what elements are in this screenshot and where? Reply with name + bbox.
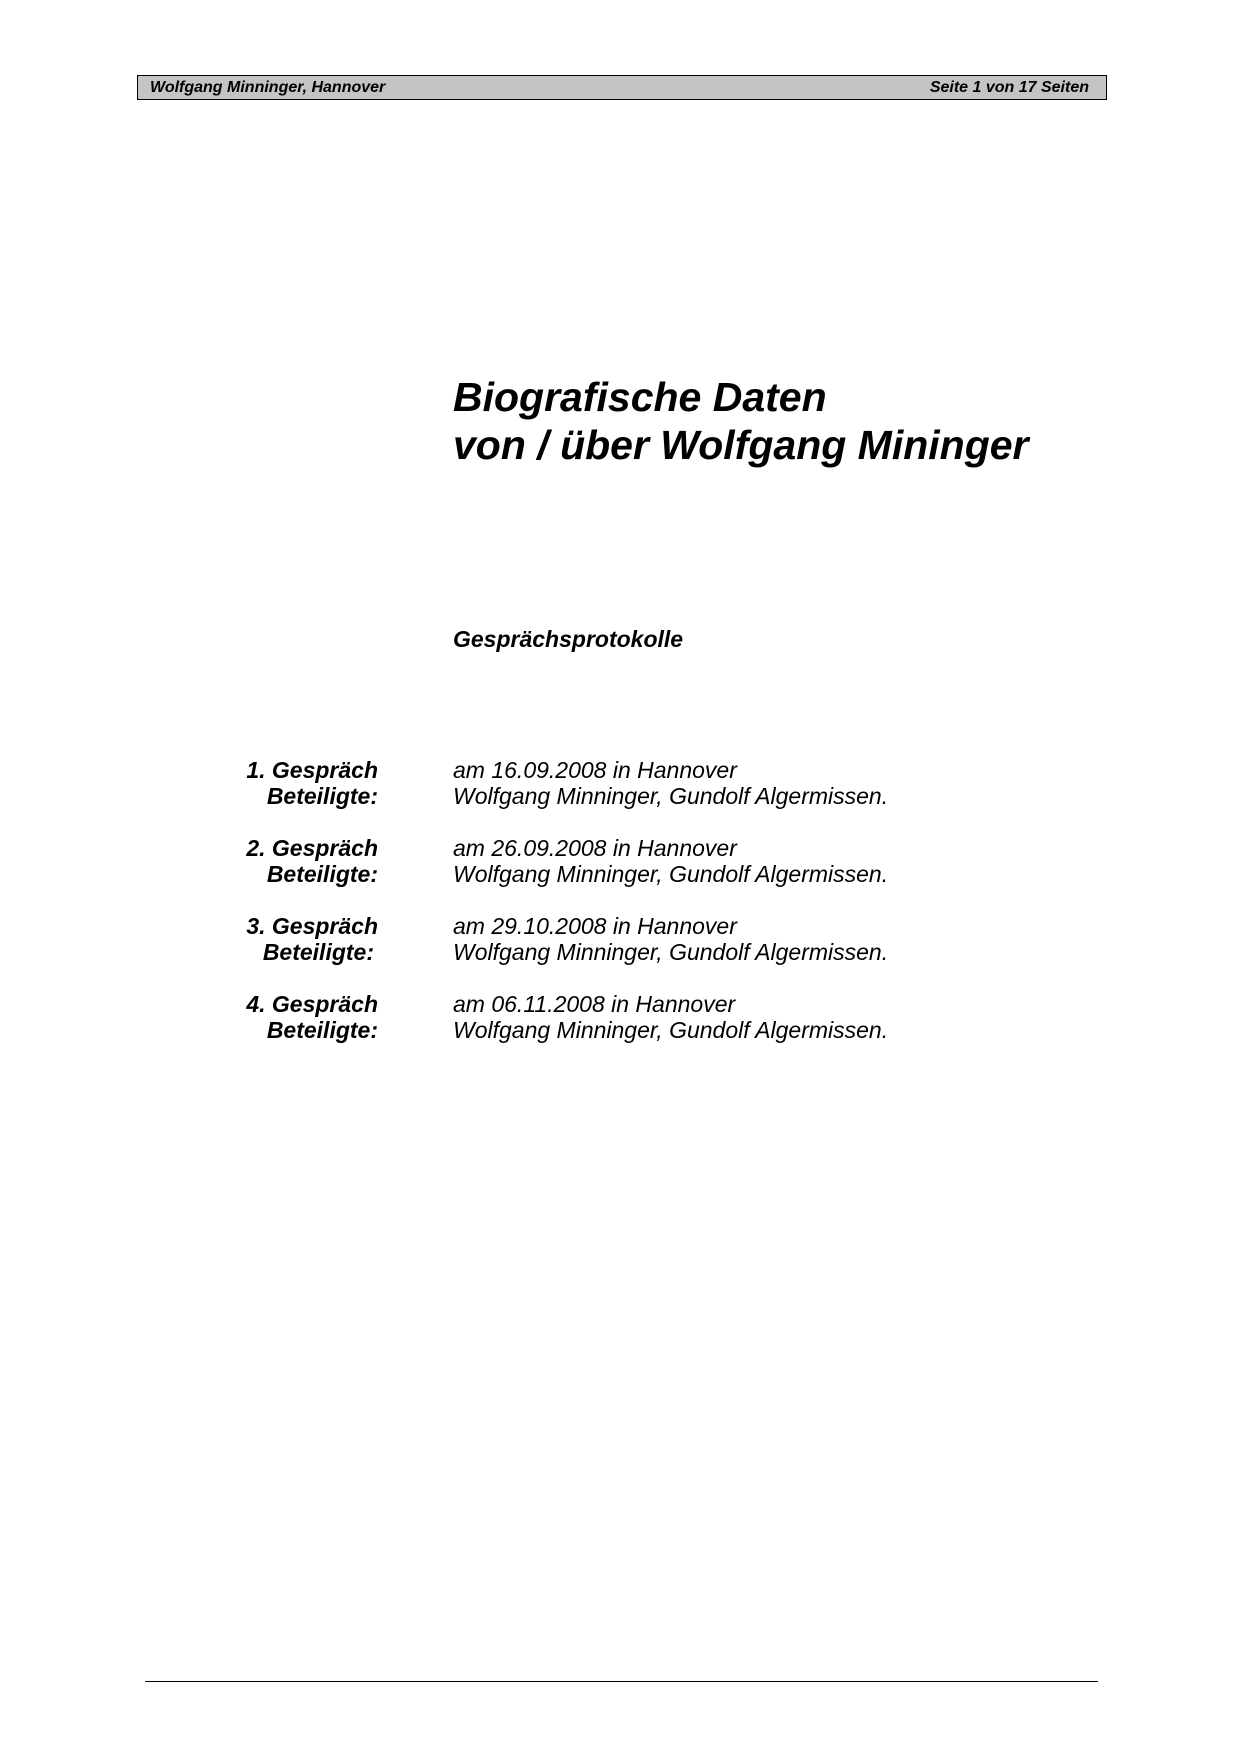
conversation-list [200,757,888,1069]
participants-label: Beteiligte: [266,783,378,809]
conversation-label: 3. Gespräch [246,913,378,939]
conversation-label: 1. Gespräch [246,757,378,783]
conversation-entry [200,991,888,1043]
participants-line [200,939,888,965]
title-line-2: von / über Wolfgang Mininger [453,422,1029,468]
title-line-1: Biografische Daten [453,374,827,420]
conversation-entry [200,835,888,887]
conversation-date-line [200,913,888,939]
conversation-label: 2. Gespräch [246,835,378,861]
conversation-entry [200,757,888,809]
header-author: Wolfgang Minninger, Hannover [150,79,386,96]
participants-names: Wolfgang Minninger, Gundolf Algermissen. [453,783,889,809]
participants-line [200,1017,888,1043]
participants-names: Wolfgang Minninger, Gundolf Algermissen. [453,939,889,965]
participants-label: Beteiligte: [266,861,378,887]
participants-names: Wolfgang Minninger, Gundolf Algermissen. [453,1017,889,1043]
header-page-number: Seite 1 von 17 Seiten [929,79,1089,96]
conversation-date-place: am 16.09.2008 in Hannover [453,757,737,783]
conversation-date-place: am 26.09.2008 in Hannover [453,835,737,861]
section-subtitle: Gesprächsprotokolle [453,626,684,652]
participants-label: Beteiligte: [266,1017,378,1043]
conversation-date-place: am 29.10.2008 in Hannover [453,913,737,939]
footer-divider [145,1681,1098,1682]
participants-line [200,783,888,809]
conversation-date-place: am 06.11.2008 in Hannover [453,991,736,1017]
document-title [453,373,1029,469]
conversation-date-line [200,991,888,1017]
conversation-label: 4. Gespräch [246,991,378,1017]
conversation-date-line [200,757,888,783]
participants-names: Wolfgang Minninger, Gundolf Algermissen. [453,861,889,887]
conversation-entry [200,913,888,965]
page-header [137,75,1107,100]
participants-label: Beteiligte: [262,939,374,965]
participants-line [200,861,888,887]
conversation-date-line [200,835,888,861]
